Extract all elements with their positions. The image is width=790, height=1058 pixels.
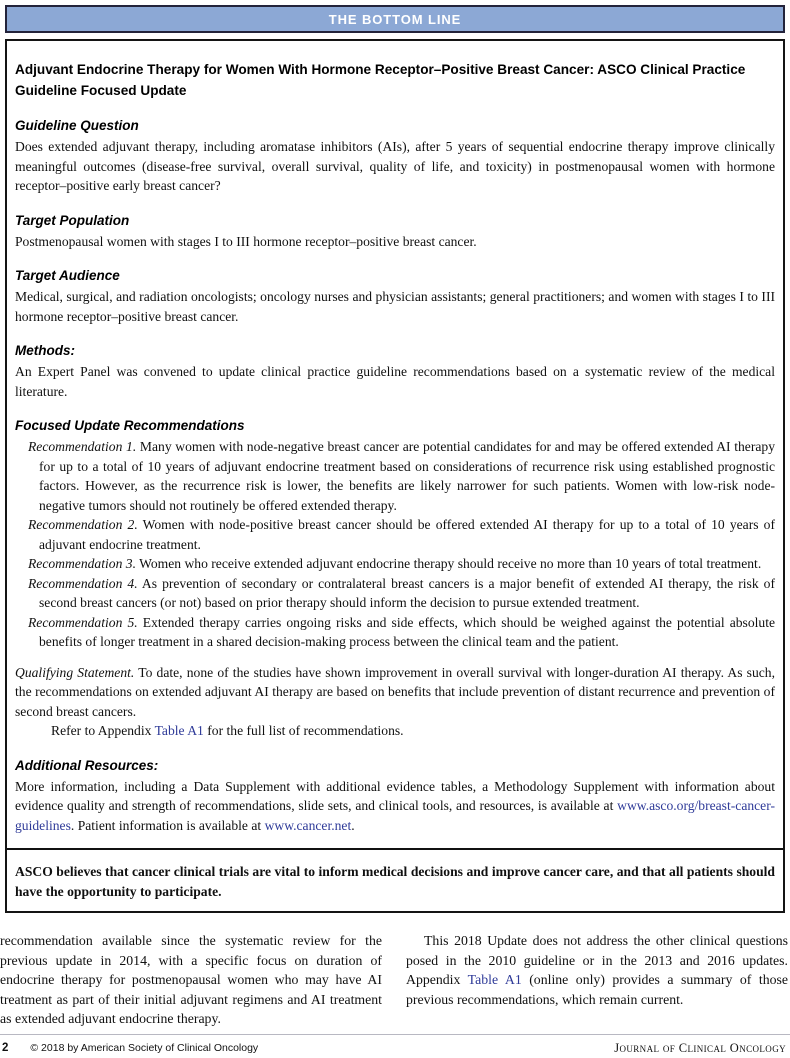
section-heading-methods: Methods: [15,343,75,358]
qualifying-statement-label: Qualifying Statement. [15,664,135,680]
recommendation-4-text: As prevention of secondary or contralateral breast cancers is a major benefit of extended AI therapy, the risk of second breast cancers (or not) based on prior therapy should inform the decision to pursue extended treatment. [39,575,775,610]
guideline-title: Adjuvant Endocrine Therapy for Women With Hormone Receptor–Positive Breast Cancer: ASCO Clinical Practice Guideline Focused Update [15,62,746,98]
recommendation-1-text: Many women with node-negative breast cancer are potential candidates for and may be offered extended AI therapy for up to a total of 10 years of adjuvant endocrine treatment based on considerations of recurrence risk using established prognostic factors. However, as the recurrence risk is lower, the benefits are likely narrower for such patients. Women with low-risk node-negative tumors should not routinely be offered extended therapy. [39,439,775,513]
cancer-net-link[interactable]: www.cancer.net [264,817,352,833]
additional-resources-text-3: . [351,817,355,833]
additional-resources-text [15,777,775,836]
journal-page [0,5,790,1058]
recommendation-3 [15,554,775,574]
additional-resources-text-1: More information, including a Data Supplement with additional evidence tables, a Methodology Supplement with information about evidence quality and strength of recommendations, slide sets, and clinical tools, and resources, is available at [15,778,775,813]
recommendation-1 [15,437,775,515]
body-column-right [406,931,788,1029]
bottom-line-box [5,39,785,913]
guideline-question-text: Does extended adjuvant therapy, including aromatase inhibitors (AIs), after 5 years of sequential endocrine therapy improve clinically meaningful outcomes (disease-free survival, overall survival, quality of life, and toxicity) in postmenopausal women with hormone receptor–positive early breast cancer? [15,139,775,193]
recommendation-5 [15,613,775,652]
recommendation-4-label: Recommendation 4. [28,575,138,591]
recommendation-2-text: Women with node-positive breast cancer should be offered extended AI therapy for up to a total of 10 years of adjuvant endocrine treatment. [39,517,775,552]
body-column-right-text-2: (online only) provides a summary of those previous recommendations, which remain current. [406,972,788,1007]
asco-trials-statement: ASCO believes that cancer clinical trials are vital to inform medical decisions and improve cancer care, and that all patients should have the opportunity to participate. [15,864,775,899]
section-heading-guideline-question: Guideline Question [15,118,139,133]
refer-line-suffix: for the full list of recommendations. [203,723,404,738]
journal-name: Journal of Clinical Oncology [614,1040,786,1055]
recommendation-3-text: Women who receive extended adjuvant endocrine therapy should receive no more than 10 years of total treatment. [135,556,762,571]
section-heading-target-audience: Target Audience [15,268,120,283]
recommendation-5-label: Recommendation 5. [28,614,138,630]
qualifying-statement-text: To date, none of the studies have shown improvement in overall survival with longer-duration AI therapy. As such, the recommendations on extended adjuvant AI therapy are based on benefits that include prevention of distant recurrence and prevention of second breast cancers. [15,664,775,719]
section-heading-recommendations: Focused Update Recommendations [15,418,245,433]
recommendation-2-label: Recommendation 2. [28,517,138,532]
section-heading-additional-resources: Additional Resources: [15,757,159,773]
methods-text: An Expert Panel was convened to update clinical practice guideline recommendations based on a systematic review of the medical literature. [15,364,775,399]
table-a1-link[interactable]: Table A1 [154,723,204,738]
page-number: 2 [2,1042,9,1054]
recommendation-2 [15,515,775,554]
bottom-line-banner [5,5,785,33]
qualifying-statement [15,663,775,722]
target-audience-text: Medical, surgical, and radiation oncologists; oncology nurses and physician assistants; general practitioners; and women with stages I to III hormone receptor–positive breast cancer. [15,289,775,324]
article-body-columns [0,931,788,1029]
asco-statement-divider [7,848,783,850]
target-population-text: Postmenopausal women with stages I to III hormone receptor–positive breast cancer. [15,233,477,249]
recommendation-5-text: Extended therapy carries ongoing risks and side effects, which should be weighed against the potential absolute benefits of longer treatment in a shared decision-making process between the clinical team and the patient. [39,614,775,649]
recommendation-4 [15,574,775,613]
recommendation-1-label: Recommendation 1. [28,439,137,454]
bottom-line-banner-title: THE BOTTOM LINE [328,11,462,27]
recommendation-3-label: Recommendation 3. [28,556,136,571]
body-column-left: recommendation available since the systematic review for the previous update in 2014, with a specific focus on duration of endocrine therapy for postmenopausal women who may have AI treatment as part of their initial adjuvant regimens and AI treatment as extended adjuvant endocrine therapy. [0,933,382,1026]
refer-line [15,721,775,741]
refer-line-prefix: Refer to Appendix [51,723,155,738]
section-heading-target-population: Target Population [15,212,130,228]
body-column-right-text-1: This 2018 Update does not address the other clinical questions posed in the 2010 guideline or in the 2013 and 2016 updates. Appendix [406,933,788,987]
page-footer [0,1034,790,1058]
asco-breast-cancer-guidelines-link[interactable]: www.asco.org/breast-cancer-guidelines [15,798,775,833]
appendix-table-a1-link[interactable]: Table A1 [467,972,522,987]
additional-resources-text-2: . Patient information is available at [70,817,265,833]
copyright-notice: © 2018 by American Society of Clinical Oncology [30,1042,259,1054]
